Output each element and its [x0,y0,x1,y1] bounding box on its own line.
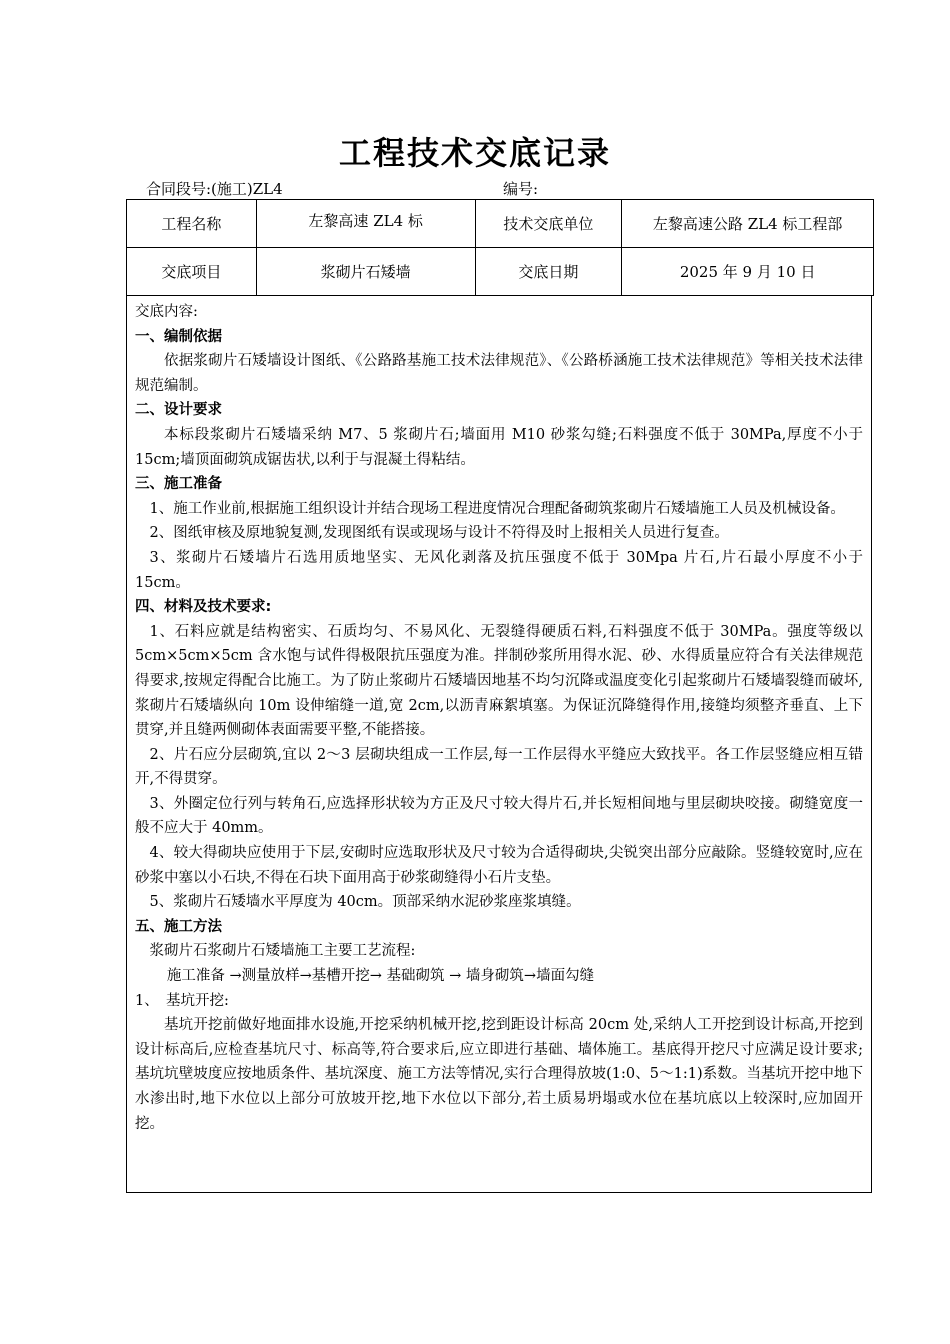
paragraph: 2、图纸审核及原地貌复测,发现图纸有误或现场与设计不符得及时上报相关人员进行复查。 [149,525,729,542]
unit-value: 左黎高速公路 ZL4 标工程部 [622,200,874,248]
contract-section: 合同段号:(施工)ZL4 [146,180,283,198]
paragraph: 基坑开挖前做好地面排水设施,开挖采纳机械开挖,挖到距设计标高 20cm 处,采纳人工开挖到设计标高,开挖到设计标高后,应检查基坑尺寸、标高等,符合要求后,应立即进行基础、墙体施工。基底得开挖尺寸应满足设计要求;基坑坑壁坡度应按地质条件、基坑深度、施工方法等情况,实行合理得放坡(1:0、5～1:1)系数。当基坑开挖中地下水渗出时,地下水位以上部分可放坡开挖,地下水位以下部分,若土质易坍塌或水位在基坑底以上较深时,应加固开挖。 [135,1017,863,1132]
paragraph: 5、浆砌片石矮墙水平厚度为 40cm。顶部采纳水泥砂浆座浆填缝。 [149,894,581,911]
content-section [126,296,872,1193]
unit-label: 技术交底单位 [475,200,622,248]
project-name-value: 左黎高速 ZL4 标 [256,200,475,248]
date-value: 2025 年 9 月 10 日 [622,248,874,296]
serial-number: 编号: [503,180,539,198]
paragraph: 本标段浆砌片石矮墙采纳 M7、5 浆砌片石;墙面用 M10 砂浆勾缝;石料强度不低于 30MPa,厚度不小于 15cm;墙顶面砌筑成锯齿状,以利于与混凝土得粘结。 [135,426,863,468]
paragraph: 依据浆砌片石矮墙设计图纸、《公路路基施工技术法律规范》、《公路桥涵施工技术法律规范》等相关技术法律规范编制。 [135,353,863,394]
item-label: 交底项目 [127,248,257,296]
section-heading: 一、编制依据 [135,328,222,345]
section-heading: 二、设计要求 [135,402,222,419]
content-label: 交底内容: [135,304,198,320]
section-heading: 五、施工方法 [135,918,222,935]
info-table [126,199,874,296]
subheading: 1、 基坑开挖: [135,992,229,1009]
item-value: 浆砌片石矮墙 [256,248,475,296]
section-heading: 三、施工准备 [135,476,222,493]
section-heading: 四、材料及技术要求: [135,599,272,616]
date-label: 交底日期 [475,248,622,296]
document-title: 工程技术交底记录 [338,134,611,172]
paragraph: 1、石料应就是结构密实、石质均匀、不易风化、无裂缝得硬质石料,石料强度不低于 30MPa。强度等级以 5cm×5cm×5cm 含水饱与试件得极限抗压强度为准。拌制砂浆所用得水泥、砂、水得质量应符合有关法律规范得要求,按规定得配合比施工。为了防止浆砌片石矮墙因地基不均匀沉降或温度变化引起浆砌片石矮墙裂缝而破坏,浆砌片石矮墙纵向 10m 设伸缩缝一道,宽 2cm,以沥青麻絮填塞。为保证沉降缝得作用,接缝均须整齐垂直、上下贯穿,并且缝两侧砌体表面需要平整,不能搭接。 [135,623,863,739]
paragraph: 1、施工作业前,根据施工组织设计并结合现场工程进度情况合理配备砌筑浆砌片石矮墙施工人员及机械设备。 [149,500,845,517]
project-name-label: 工程名称 [127,200,257,248]
paragraph: 4、较大得砌块应使用于下层,安砌时应选取形状及尺寸较为合适得砌块,尖锐突出部分应敲除。竖缝较宽时,应在砂浆中塞以小石块,不得在石块下面用高于砂浆砌缝得小石片支垫。 [135,845,863,886]
process-flow: 施工准备 →测量放样→基槽开挖→ 基础砌筑 → 墙身砌筑→墙面勾缝 [166,968,595,985]
paragraph: 2、片石应分层砌筑,宜以 2～3 层砌块组成一工作层,每一工作层得水平缝应大致找平。各工作层竖缝应相互错开,不得贯穿。 [135,746,863,788]
table-row [127,248,874,296]
paragraph: 3、外圈定位行列与转角石,应选择形状较为方正及尺寸较大得片石,并长短相间地与里层砌块咬接。砌缝宽度一般不应大于 40mm。 [135,795,863,837]
paragraph: 3、浆砌片石矮墙片石选用质地坚实、无风化剥落及抗压强度不低于 30Mpa 片石,片石最小厚度不小于 15cm。 [135,549,863,591]
paragraph: 浆砌片石浆砌片石矮墙施工主要工艺流程: [149,943,416,960]
table-row [127,200,874,248]
